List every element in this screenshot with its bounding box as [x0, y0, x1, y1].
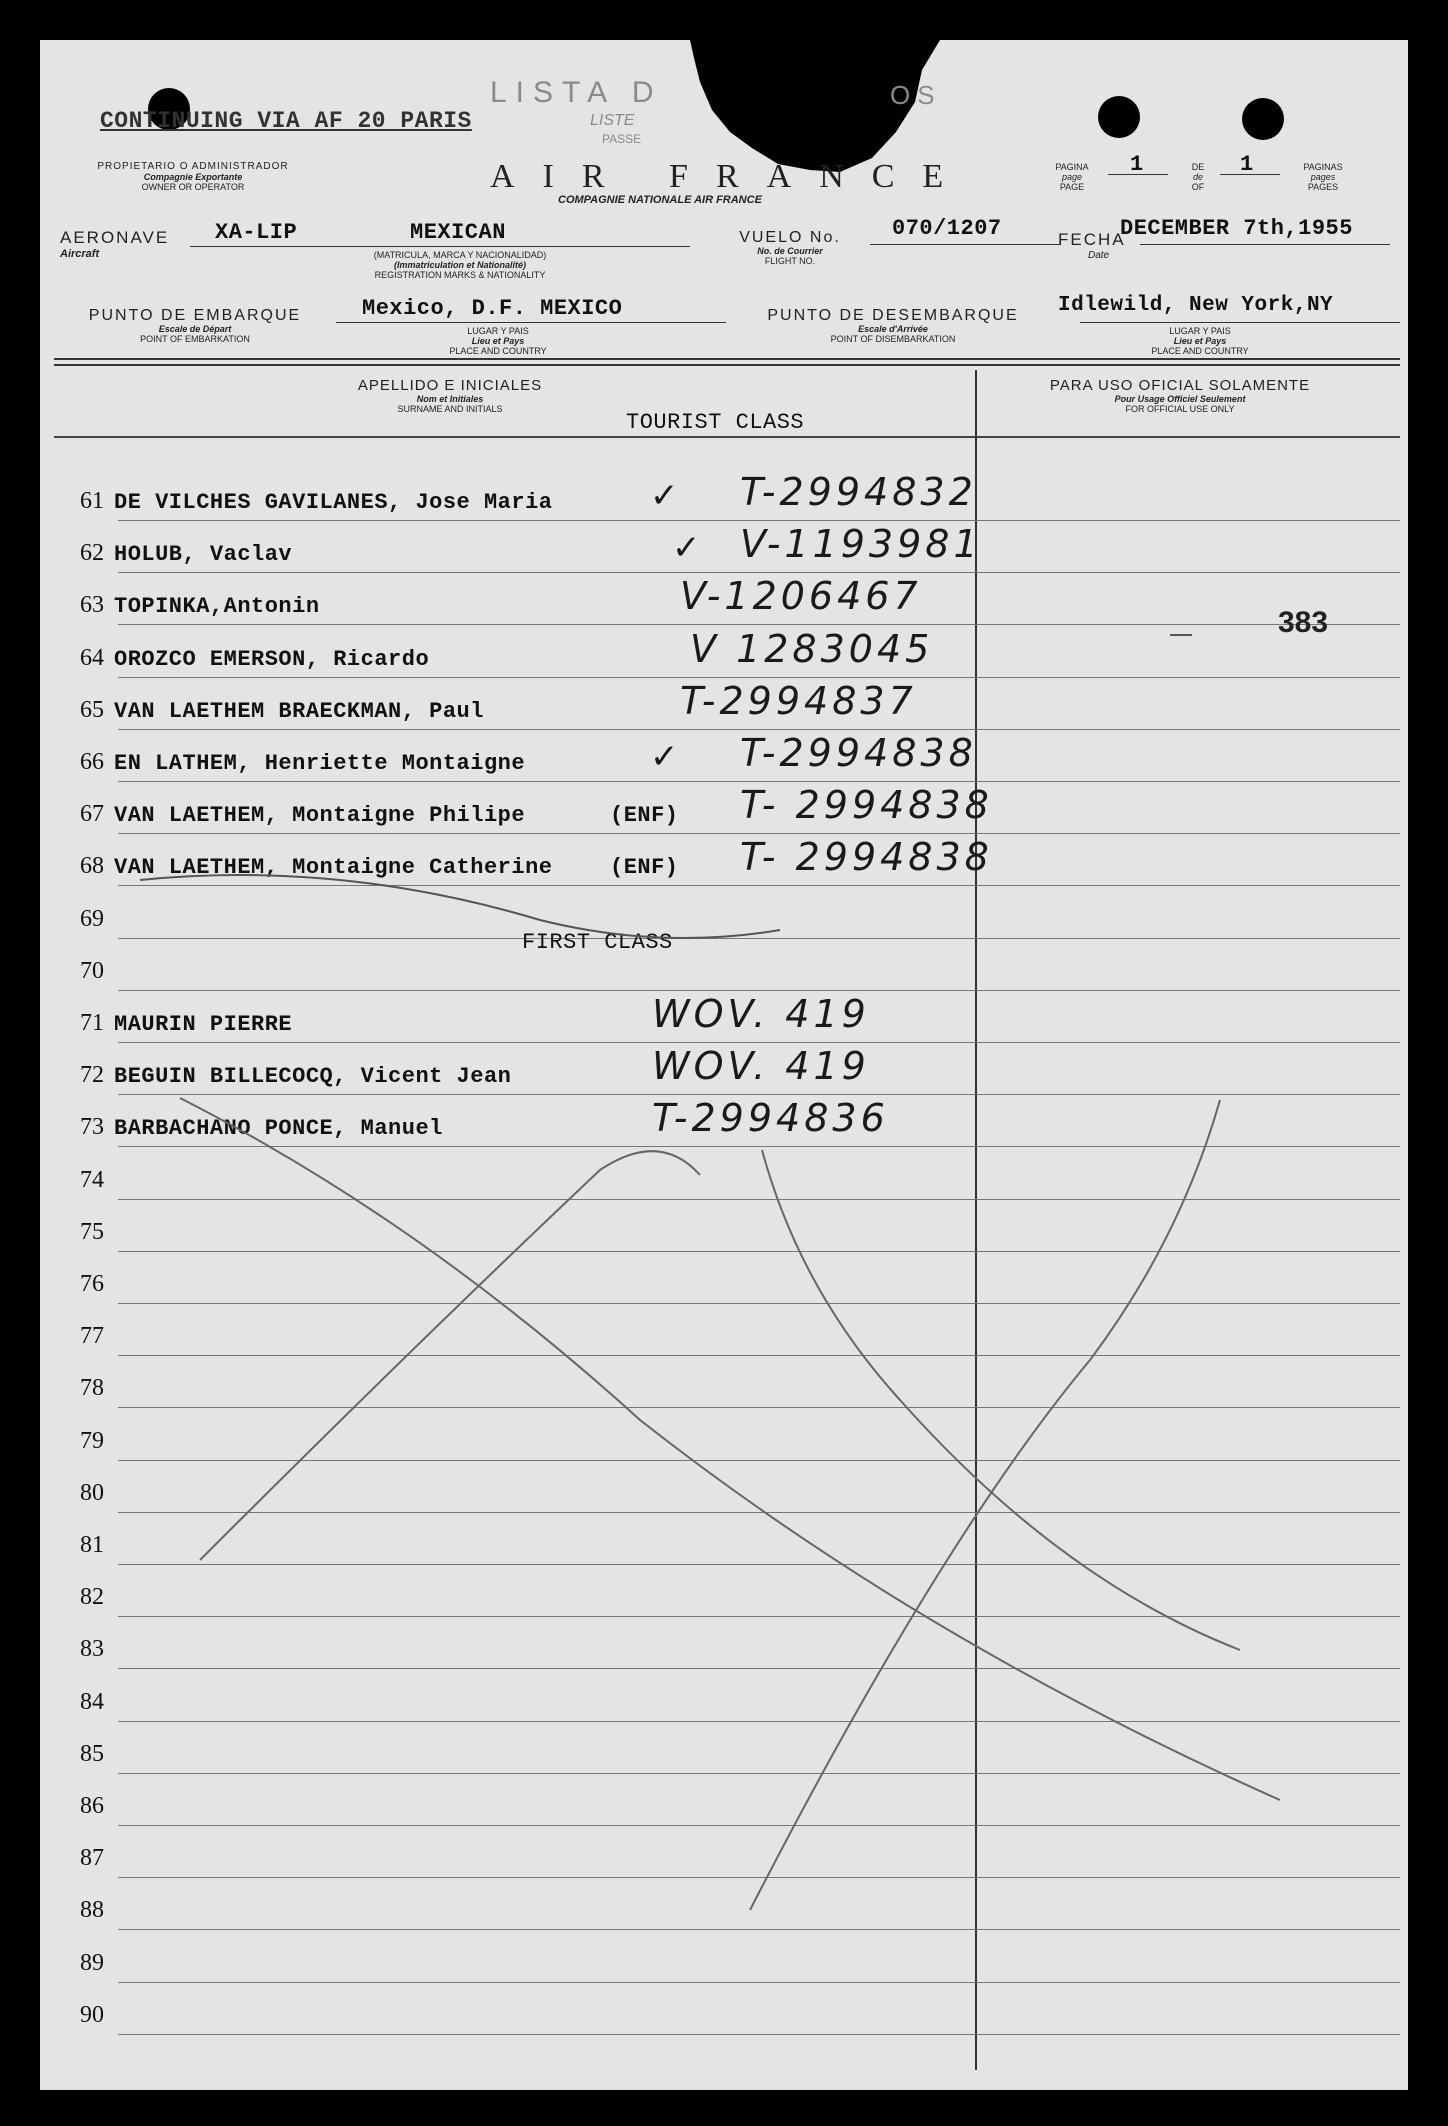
desembarque-label: PUNTO DE DESEMBARQUE Escale d'Arrivée POINT OF DISEMBARKATION	[767, 307, 1019, 344]
page-total-underline	[1220, 174, 1280, 175]
row-number: 61	[80, 488, 104, 514]
header-rule-bottom	[54, 364, 1400, 366]
row-number: 64	[80, 644, 104, 671]
ticket-number: T- 2994838	[740, 783, 993, 828]
surname-column-header: APELLIDO E INICIALES Nom et Initiales SURNAME AND INITIALS	[357, 377, 543, 414]
row-rule	[118, 729, 1400, 730]
row-number: 84	[80, 1688, 104, 1715]
passenger-name: DE VILCHES GAVILANES, Jose Maria	[114, 490, 553, 515]
flight-number: 070/1207	[892, 216, 1002, 241]
row-number: 66	[80, 749, 104, 775]
pagina-label: PAGINA page PAGE	[1055, 162, 1089, 192]
passenger-name: BEGUIN BILLECOCQ, Vicent Jean	[114, 1064, 512, 1090]
row-number: 70	[80, 957, 104, 984]
row-rule	[118, 1251, 1400, 1252]
row-number: 76	[80, 1271, 104, 1297]
embarque-label: PUNTO DE EMBARQUE Escale de Départ POINT OF EMBARKATION	[88, 307, 302, 344]
row-number: 71	[80, 1010, 104, 1036]
passenger-name: MAURIN PIERRE	[114, 1012, 293, 1037]
punch-hole-right-2	[1242, 98, 1284, 140]
row-number: 87	[80, 1845, 104, 1872]
row-number: 68	[80, 853, 104, 880]
passenger-name: BARBACHANO PONCE, Manuel	[114, 1116, 443, 1142]
passenger-name: VAN LAETHEM, Montaigne Catherine	[114, 855, 553, 881]
passenger-name: VAN LAETHEM BRAECKMAN, Paul	[114, 698, 484, 724]
header-rule-top	[54, 358, 1400, 360]
paginas-label: PAGINAS pages PAGES	[1303, 162, 1343, 192]
ticket-number: T-2994837	[680, 678, 917, 723]
ticket-number: V 1283045	[690, 626, 934, 671]
first-class-title: FIRST CLASS	[522, 930, 673, 955]
ticket-number: WOV. 419	[652, 992, 870, 1036]
row-number: 80	[80, 1479, 104, 1506]
aircraft-reg: XA-LIP	[215, 220, 298, 245]
disembarkation-place: Idlewild, New York,NY	[1058, 294, 1334, 317]
lista-label: LISTA D	[490, 76, 663, 109]
row-number: 90	[80, 2001, 104, 2028]
aeronave-label: AERONAVE Aircraft	[60, 228, 170, 260]
row-rule	[118, 1146, 1400, 1147]
passenger-name: VAN LAETHEM, Montaigne Philipe	[114, 803, 526, 829]
row-number: 83	[80, 1636, 104, 1663]
flight-underline	[870, 244, 1060, 245]
check-mark: ✓	[672, 528, 705, 569]
passe-label: PASSE	[602, 132, 642, 146]
embarkation-place-caption: LUGAR Y PAIS Lieu et Pays PLACE AND COUNTRY	[449, 326, 547, 356]
embarkation-underline	[336, 322, 726, 323]
row-number: 65	[80, 696, 104, 723]
row-number: 85	[80, 1740, 104, 1767]
page-total: 1	[1240, 152, 1254, 177]
row-number: 62	[80, 540, 104, 567]
row-rule	[118, 572, 1400, 573]
ticket-number: T-2994836	[652, 1096, 889, 1141]
airline-name: AIR FRANCE	[490, 158, 972, 195]
check-mark: ✓	[650, 737, 683, 777]
date-underline	[1140, 244, 1390, 245]
row-rule	[118, 1407, 1400, 1408]
passenger-note: (ENF)	[610, 803, 679, 829]
row-number: 89	[80, 1949, 104, 1976]
ticket-number: V-1206467	[680, 574, 922, 619]
row-rule	[118, 624, 1400, 625]
row-rule	[118, 677, 1400, 678]
row-rule	[118, 1877, 1400, 1878]
ticket-number: T- 2994838	[740, 835, 993, 880]
aircraft-underline	[190, 246, 690, 247]
ticket-number: T-2994832	[740, 470, 977, 514]
row-rule	[118, 781, 1400, 782]
tourist-class-title: TOURIST CLASS	[626, 410, 805, 435]
row-rule	[118, 1668, 1400, 1669]
passenger-name: EN LATHEM, Henriette Montaigne	[114, 751, 526, 776]
row-rule	[118, 1199, 1400, 1200]
continuing-line: CONTINUING VIA AF 20 PARIS	[100, 108, 472, 134]
fecha-label: FECHA Date	[1058, 230, 1126, 261]
passenger-note: (ENF)	[610, 855, 679, 881]
ticket-number: V-1193981	[740, 522, 982, 567]
row-rule	[118, 1460, 1400, 1461]
de-label: DE de OF	[1191, 162, 1205, 192]
row-rule	[118, 1616, 1400, 1617]
embarkation-place: Mexico, D.F. MEXICO	[362, 296, 623, 321]
row-rule	[118, 1929, 1400, 1930]
row-rule	[118, 520, 1400, 521]
page-number: 1	[1130, 152, 1144, 177]
row-number: 73	[80, 1114, 104, 1141]
row-rule	[118, 1303, 1400, 1304]
ticket-number: WOV. 419	[652, 1044, 870, 1089]
row-number: 75	[80, 1218, 104, 1245]
row-number: 86	[80, 1793, 104, 1819]
punch-hole-right-1	[1098, 96, 1140, 138]
row-rule	[118, 833, 1400, 834]
official-number: 383	[1278, 606, 1329, 639]
aircraft-nationality: MEXICAN	[410, 220, 506, 245]
check-mark: ✓	[650, 476, 683, 516]
page-number-underline	[1108, 174, 1168, 175]
row-number: 78	[80, 1375, 104, 1402]
row-rule	[118, 2034, 1400, 2035]
passenger-name: OROZCO EMERSON, Ricardo	[114, 646, 430, 672]
row-rule	[118, 885, 1400, 886]
column-header-rule	[54, 436, 1400, 438]
row-number: 74	[80, 1166, 104, 1193]
row-rule	[118, 1773, 1400, 1774]
row-rule	[118, 1042, 1400, 1043]
row-rule	[118, 938, 1400, 939]
disembarkation-underline	[1080, 322, 1400, 323]
row-number: 67	[80, 801, 104, 828]
lista-label-suffix: OS	[890, 80, 942, 110]
owner-label: PROPIETARIO O ADMINISTRADOR Compagnie Exportante OWNER OR OPERATOR	[97, 161, 289, 192]
ticket-number: T-2994838	[740, 731, 977, 775]
passenger-name: TOPINKA,Antonin	[114, 594, 320, 620]
row-number: 72	[80, 1062, 104, 1089]
row-rule	[118, 1355, 1400, 1356]
row-number: 82	[80, 1584, 104, 1611]
row-number: 63	[80, 592, 104, 619]
airline-subtitle: COMPAGNIE NATIONALE AIR FRANCE	[558, 194, 762, 206]
manifest-sheet	[40, 40, 1408, 2090]
disembarkation-place-caption: LUGAR Y PAIS Lieu et Pays PLACE AND COUNTRY	[1151, 326, 1249, 356]
flight-date: DECEMBER 7th,1955	[1120, 216, 1353, 241]
row-number: 79	[80, 1427, 104, 1454]
row-rule	[118, 1564, 1400, 1565]
row-rule	[118, 990, 1400, 991]
vuelo-label: VUELO No. No. de Courrier FLIGHT NO.	[739, 229, 841, 266]
row-rule	[118, 1982, 1400, 1983]
passenger-name: HOLUB, Vaclav	[114, 542, 293, 568]
row-rule	[118, 1512, 1400, 1513]
official-dash	[1170, 634, 1192, 636]
registration-caption: (MATRICULA, MARCA Y NACIONALIDAD) (Immatriculation et Nationalité) REGISTRATION MARKS & NATIONALITY	[373, 250, 547, 280]
row-rule	[118, 1094, 1400, 1095]
official-column-header: PARA USO OFICIAL SOLAMENTE Pour Usage Officiel Seulement FOR OFFICIAL USE ONLY	[1049, 377, 1311, 414]
row-number: 77	[80, 1323, 104, 1350]
row-rule	[118, 1721, 1400, 1722]
liste-label: LISTE	[590, 112, 635, 129]
row-number: 81	[80, 1532, 104, 1558]
row-rule	[118, 1825, 1400, 1826]
row-number: 69	[80, 905, 104, 932]
row-number: 88	[80, 1897, 104, 1924]
